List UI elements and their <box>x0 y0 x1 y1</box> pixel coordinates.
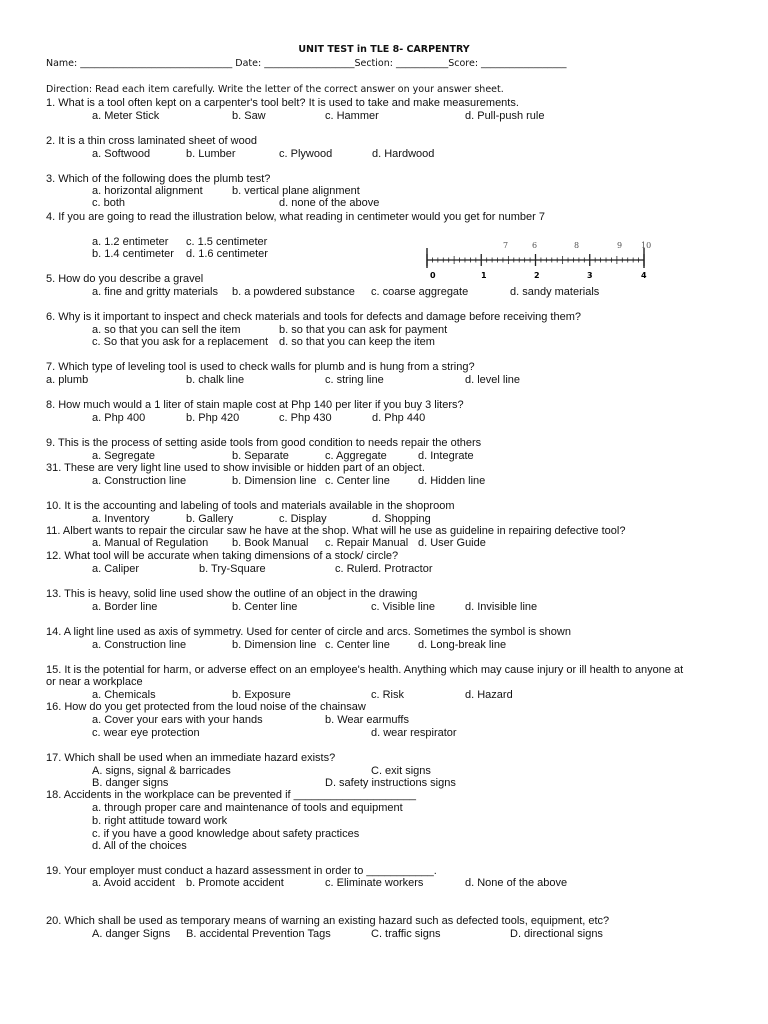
option: d. Hazard <box>465 689 513 701</box>
option: b. chalk line <box>186 374 245 386</box>
option: d. Integrate <box>418 450 474 462</box>
question-2: 2. It is a thin cross laminated sheet of wood <box>46 135 257 147</box>
option: c. if you have a good knowledge about safety practices <box>92 828 360 840</box>
option: a. Border line <box>92 601 158 613</box>
option: b. vertical plane alignment <box>232 185 360 197</box>
question-18: 18. Accidents in the workplace can be prevented if ____________________ <box>46 789 417 801</box>
option: c. Visible line <box>371 601 435 613</box>
option: a. Chemicals <box>92 689 156 701</box>
option: c. string line <box>325 374 384 386</box>
option: b. Dimension line <box>232 639 317 651</box>
question-13: 13. This is heavy, solid line used show the outline of an object in the drawing <box>46 588 418 600</box>
option: a. Php 400 <box>92 412 146 424</box>
option: B. accidental Prevention Tags <box>186 928 331 940</box>
option: b. Exposure <box>232 689 291 701</box>
option: d. 1.6 centimeter <box>186 248 268 260</box>
option: b. Promote accident <box>186 877 284 889</box>
directions: Direction: Read each item carefully. Write the letter of the correct answer on your answer sheet. <box>46 84 504 95</box>
question-4: 4. If you are going to read the illustration below, what reading in centimeter would you get for number 7 <box>46 211 545 223</box>
student-info-fields: Name: ________________________________ Date: ___________________Section: ___________Score: __________________ <box>46 58 567 69</box>
option: c. Center line <box>325 639 390 651</box>
question-15: 15. It is the potential for harm, or adverse effect on an employee's health. Anything which may cause injury or ill health to anyone at <box>46 664 684 676</box>
option: b. so that you can ask for payment <box>279 324 448 336</box>
option: a. Segregate <box>92 450 155 462</box>
question-9: 9. This is the process of setting aside tools from good condition to needs repair the others <box>46 437 482 449</box>
question-7: 7. Which type of leveling tool is used to check walls for plumb and is hung from a string? <box>46 361 475 373</box>
option: d. wear respirator <box>371 727 457 739</box>
option: d. Hardwood <box>372 148 435 160</box>
option: C. exit signs <box>371 765 431 777</box>
option: c. Plywood <box>279 148 333 160</box>
option: d. Hidden line <box>418 475 486 487</box>
option: c. Repair Manual <box>325 537 409 549</box>
question-8: 8. How much would a 1 liter of stain maple cost at Php 140 per liter if you buy 3 liters? <box>46 399 464 411</box>
option: a. through proper care and maintenance of tools and equipment <box>92 802 403 814</box>
ruler-illustration <box>422 240 652 280</box>
option: a. Meter Stick <box>92 110 160 122</box>
cm-label: 2 <box>534 271 540 280</box>
option: d. Shopping <box>372 513 431 525</box>
option: a. Cover your ears with your hands <box>92 714 263 726</box>
question-6: 6. Why is it important to inspect and check materials and tools for defects and damage before receiving them? <box>46 311 581 323</box>
cm-label: 0 <box>430 271 436 280</box>
option: d. None of the above <box>465 877 568 889</box>
marker-label: 7 <box>503 241 509 250</box>
marker-label: 9 <box>617 241 623 250</box>
option: d. so that you can keep the item <box>279 336 435 348</box>
option: b. a powdered substance <box>232 286 355 298</box>
question-10: 10. It is the accounting and labeling of tools and materials available in the shoproom <box>46 500 455 512</box>
option: a. Construction line <box>92 475 187 487</box>
question-15-cont: or near a workplace <box>46 676 143 688</box>
option: b. Try-Square <box>199 563 266 575</box>
option: c. Ruler <box>335 563 373 575</box>
option: D. directional signs <box>510 928 603 940</box>
option: b. Php 420 <box>186 412 240 424</box>
option: b. Gallery <box>186 513 234 525</box>
option: c. So that you ask for a replacement <box>92 336 269 348</box>
question-19: 19. Your employer must conduct a hazard assessment in order to ___________. <box>46 865 437 877</box>
option: d. level line <box>465 374 521 386</box>
option: a. plumb <box>46 374 89 386</box>
question-3: 3. Which of the following does the plumb test? <box>46 173 271 185</box>
option: A. signs, signal & barricades <box>92 765 231 777</box>
marker-label: 8 <box>574 241 580 250</box>
question-12: 12. What tool will be accurate when taking dimensions of a stock/ circle? <box>46 550 399 562</box>
option: D. safety instructions signs <box>325 777 456 789</box>
option: a. Avoid accident <box>92 877 175 889</box>
page-title: UNIT TEST in TLE 8- CARPENTRY <box>298 44 470 55</box>
option: b. Lumber <box>186 148 236 160</box>
option: a. Inventory <box>92 513 150 525</box>
marker-label: 10 <box>641 241 652 250</box>
cm-label: 3 <box>587 271 593 280</box>
question-17: 17. Which shall be used when an immediate hazard exists? <box>46 752 336 764</box>
option: d. none of the above <box>279 197 380 209</box>
question-31: 31. These are very light line used to show invisible or hidden part of an object. <box>46 462 425 474</box>
option: c. both <box>92 197 126 209</box>
option: b. Saw <box>232 110 266 122</box>
option: c. wear eye protection <box>92 727 200 739</box>
option: c. 1.5 centimeter <box>186 236 268 248</box>
option: d. Invisible line <box>465 601 538 613</box>
question-20: 20. Which shall be used as temporary means of warning an existing hazard such as defected tools, equipment, etc? <box>46 915 610 927</box>
option: d. Long-break line <box>418 639 507 651</box>
option: b. Dimension line <box>232 475 317 487</box>
option: b. Center line <box>232 601 298 613</box>
option: C. traffic signs <box>371 928 441 940</box>
option: a. Construction line <box>92 639 187 651</box>
option: b. right attitude toward work <box>92 815 228 827</box>
option: c. Aggregate <box>325 450 387 462</box>
option: d. User Guide <box>418 537 486 549</box>
option: b. Book Manual <box>232 537 309 549</box>
option: a. Softwood <box>92 148 151 160</box>
option: c. Display <box>279 513 327 525</box>
option: d. All of the choices <box>92 840 187 852</box>
option: c. Center line <box>325 475 390 487</box>
option: b. 1.4 centimeter <box>92 248 174 260</box>
option: a. 1.2 entimeter <box>92 236 169 248</box>
option: d. Php 440 <box>372 412 426 424</box>
option: A. danger Signs <box>92 928 171 940</box>
option: d. Protractor <box>372 563 433 575</box>
cm-label: 4 <box>641 271 647 280</box>
option: c. Risk <box>371 689 404 701</box>
option: d. Pull-push rule <box>465 110 545 122</box>
option: c. Php 430 <box>279 412 332 424</box>
cm-label: 1 <box>481 271 487 280</box>
option: a. Manual of Regulation <box>92 537 209 549</box>
question-11: 11. Albert wants to repair the circular saw he have at the shop. What will he use as guideline in repairing defective tool? <box>46 525 626 537</box>
option: a. Caliper <box>92 563 140 575</box>
option: b. Wear earmuffs <box>325 714 409 726</box>
option: c. Eliminate workers <box>325 877 424 889</box>
option: c. Hammer <box>325 110 379 122</box>
option: d. sandy materials <box>510 286 600 298</box>
option: a. horizontal alignment <box>92 185 203 197</box>
option: a. so that you can sell the item <box>92 324 241 336</box>
marker-label: 6 <box>532 241 538 250</box>
question-16: 16. How do you get protected from the loud noise of the chainsaw <box>46 701 366 713</box>
option: B. danger signs <box>92 777 169 789</box>
option: c. coarse aggregate <box>371 286 469 298</box>
option: b. Separate <box>232 450 289 462</box>
option: a. fine and gritty materials <box>92 286 218 298</box>
question-14: 14. A light line used as axis of symmetry. Used for center of circle and arcs. Sometimes the symbol is shown <box>46 626 571 638</box>
question-5: 5. How do you describe a gravel <box>46 273 204 285</box>
question-1: 1. What is a tool often kept on a carpenter's tool belt? It is used to take and make measurements. <box>46 97 519 109</box>
